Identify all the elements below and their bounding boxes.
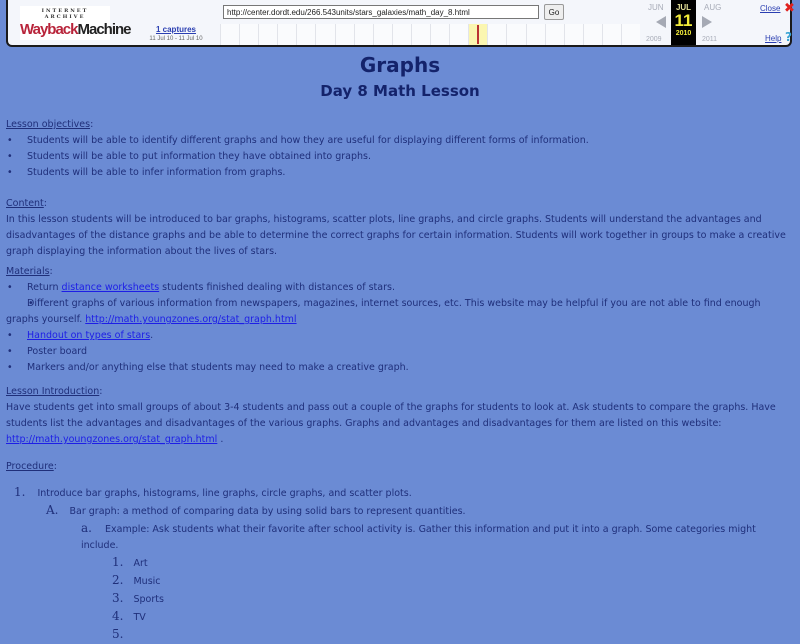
procedure-list: [6, 484, 796, 644]
materials-list: [6, 280, 796, 376]
capture-timeline[interactable]: [220, 24, 640, 45]
introduction-text: Have students get into small groups of about 3-4 students and pass out a couple of the graphs for students to look at. Ask students to compare the graphs. Have students list the advantages and disadvantages of the various graphs. Graphs and advantages and disadvantages for them are listed on this website: http://math.youngzones.org/stat_graph.html .: [6, 402, 776, 445]
page-subtitle: Day 8 Math Lesson: [320, 82, 480, 100]
timeline-cell[interactable]: [373, 24, 392, 45]
timeline-cell[interactable]: [354, 24, 373, 45]
materials-heading: Materials: [6, 266, 50, 277]
next-year: 2011: [702, 36, 718, 43]
timeline-cell-current[interactable]: [468, 24, 487, 45]
captures-link[interactable]: 1 captures: [155, 25, 197, 34]
distance-worksheets-link[interactable]: distance worksheets: [61, 282, 160, 293]
objectives-heading: Lesson objectives: [6, 119, 91, 130]
timeline-cell[interactable]: [621, 24, 640, 45]
content-text: In this lesson students will be introduced to bar graphs, histograms, scatter plots, line graphs, and circle graphs. Students will understand the advantages and disadvantages of the distance graphs and be able to determine the correct graphs for certain information. Students will work together in groups to make a creative graph displaying the information about the lives of stars.: [6, 214, 786, 257]
intro-stat-graph-link[interactable]: http://math.youngzones.org/stat_graph.html: [6, 434, 218, 445]
category-item: 4. TV: [112, 609, 146, 623]
calendar-nav: [644, 0, 754, 47]
timeline-cell[interactable]: [239, 24, 258, 45]
go-button[interactable]: Go: [544, 4, 564, 20]
timeline-cell[interactable]: [411, 24, 430, 45]
timeline-cell[interactable]: [487, 24, 506, 45]
captures-info: [136, 25, 216, 42]
current-capture-date: JUL 11 2010: [671, 0, 696, 45]
timeline-cell[interactable]: [296, 24, 315, 45]
next-arrow-icon[interactable]: [702, 16, 712, 28]
list-item: • Handout on types of stars.: [6, 328, 796, 344]
page-title: Graphs: [359, 53, 441, 77]
procedure-section: Procedure:: [6, 461, 57, 472]
list-item: • Students will be able to identify different graphs and how they are useful for displaying different forms of information.: [6, 133, 796, 149]
introduction-section: Lesson Introduction: Have students get into small groups of about 3-4 students and pass out a couple of the graphs for students to look at. Ask students to compare the graphs. Have students list the advantages and disadvantages of the various graphs. Graphs and advantages and disadvantages for them are listed on this website: http://math.youngzones.org/stat_graph.html .: [6, 384, 796, 448]
lesson-document: [0, 50, 800, 102]
timeline-cell[interactable]: [277, 24, 296, 45]
timeline-cell[interactable]: [315, 24, 334, 45]
objectives-list: [6, 133, 796, 181]
category-item: 1. Art: [112, 555, 148, 569]
stat-graph-link[interactable]: http://math.youngzones.org/stat_graph.html: [85, 314, 297, 325]
list-item: • Students will be able to infer information from graphs.: [6, 165, 796, 181]
list-item: • Return distance worksheets students finished dealing with distances of stars.: [6, 280, 796, 296]
objectives-section: Lesson objectives: • Students will be able to identify different graphs and how they are useful for displaying different forms of information. • Students will be able to put information they have obtained into graphs. • Students will be able to infer information from graphs.: [6, 117, 796, 181]
timeline-cell[interactable]: [335, 24, 354, 45]
timeline-cell[interactable]: [545, 24, 564, 45]
content-heading: Content: [6, 198, 44, 209]
timeline-cell[interactable]: [220, 24, 239, 45]
list-item: • Students will be able to put information they have obtained into graphs.: [6, 149, 796, 165]
content-section: Content: In this lesson students will be introduced to bar graphs, histograms, scatter plots, line graphs, and circle graphs. Students will understand the advantages and disadvantages of the distance graphs and be able to determine the correct graphs for certain information. Students will work together in groups to make a creative graph displaying the information about the lives of stars.: [6, 196, 796, 260]
category-item: 2. Music: [112, 573, 161, 587]
procedure-heading: Procedure: [6, 461, 54, 472]
category-item: 3. Sports: [112, 591, 164, 605]
list-item: • Markers and/or anything else that students may need to make a creative graph.: [6, 360, 796, 376]
wayback-toolbar: [6, 0, 795, 47]
wayback-logo[interactable]: [20, 6, 131, 40]
url-input[interactable]: http://center.dordt.edu/266.543units/stars_galaxies/math_day_8.html: [223, 5, 539, 19]
captures-range: 11 Jul 10 - 11 Jul 10: [149, 36, 203, 42]
step-1a-a: a. Example: Ask students what their favorite after school activity is. Gather this information and put it into a graph. Some categories might include.: [81, 521, 756, 551]
category-item: 5.: [112, 627, 124, 641]
timeline-cell[interactable]: [583, 24, 602, 45]
help-icon[interactable]: ?: [785, 30, 792, 44]
prev-year: 2009: [646, 36, 662, 43]
list-item: • Different graphs of various information from newspapers, magazines, internet sources, etc. This website may be helpful if you are not able to find enough graphs yourself. http://math.youngzones.org/stat_graph.html: [6, 296, 796, 328]
step-1a: A. Bar graph: a method of comparing data by using solid bars to represent quantities.: [46, 503, 466, 517]
logo-main-text: WaybackMachine: [20, 21, 131, 38]
timeline-cell[interactable]: [564, 24, 583, 45]
timeline-cell[interactable]: [602, 24, 621, 45]
timeline-cell[interactable]: [449, 24, 468, 45]
list-item: • Poster board: [6, 344, 796, 360]
materials-section: Materials: • Return distance worksheets students finished dealing with distances of stars. • Different graphs of various information from newspapers, magazines, internet sources, etc. This website may be helpful if you are not able to find enough graphs yourself. http://math.youngzones.org/stat_graph.html • Handout on types of stars. • Poster board • Markers and/or anything else that students may need to make a creative graph.: [6, 264, 796, 376]
prev-arrow-icon[interactable]: [656, 16, 666, 28]
introduction-heading: Lesson Introduction: [6, 386, 100, 397]
prev-month: JUN: [648, 3, 664, 12]
next-month: AUG: [704, 3, 722, 12]
step-1: 1. Introduce bar graphs, histograms, line graphs, circle graphs, and scatter plots.: [14, 485, 412, 499]
timeline-cell[interactable]: [430, 24, 449, 45]
timeline-cell[interactable]: [392, 24, 411, 45]
types-of-stars-link[interactable]: Handout on types of stars: [27, 330, 151, 341]
timeline-cell[interactable]: [258, 24, 277, 45]
timeline-cell[interactable]: [526, 24, 545, 45]
logo-top-text: INTERNET ARCHIVE: [41, 8, 89, 20]
timeline-cell[interactable]: [506, 24, 525, 45]
close-link[interactable]: Close: [760, 4, 781, 13]
close-icon[interactable]: ✖: [784, 1, 795, 16]
help-link[interactable]: Help: [765, 34, 782, 43]
